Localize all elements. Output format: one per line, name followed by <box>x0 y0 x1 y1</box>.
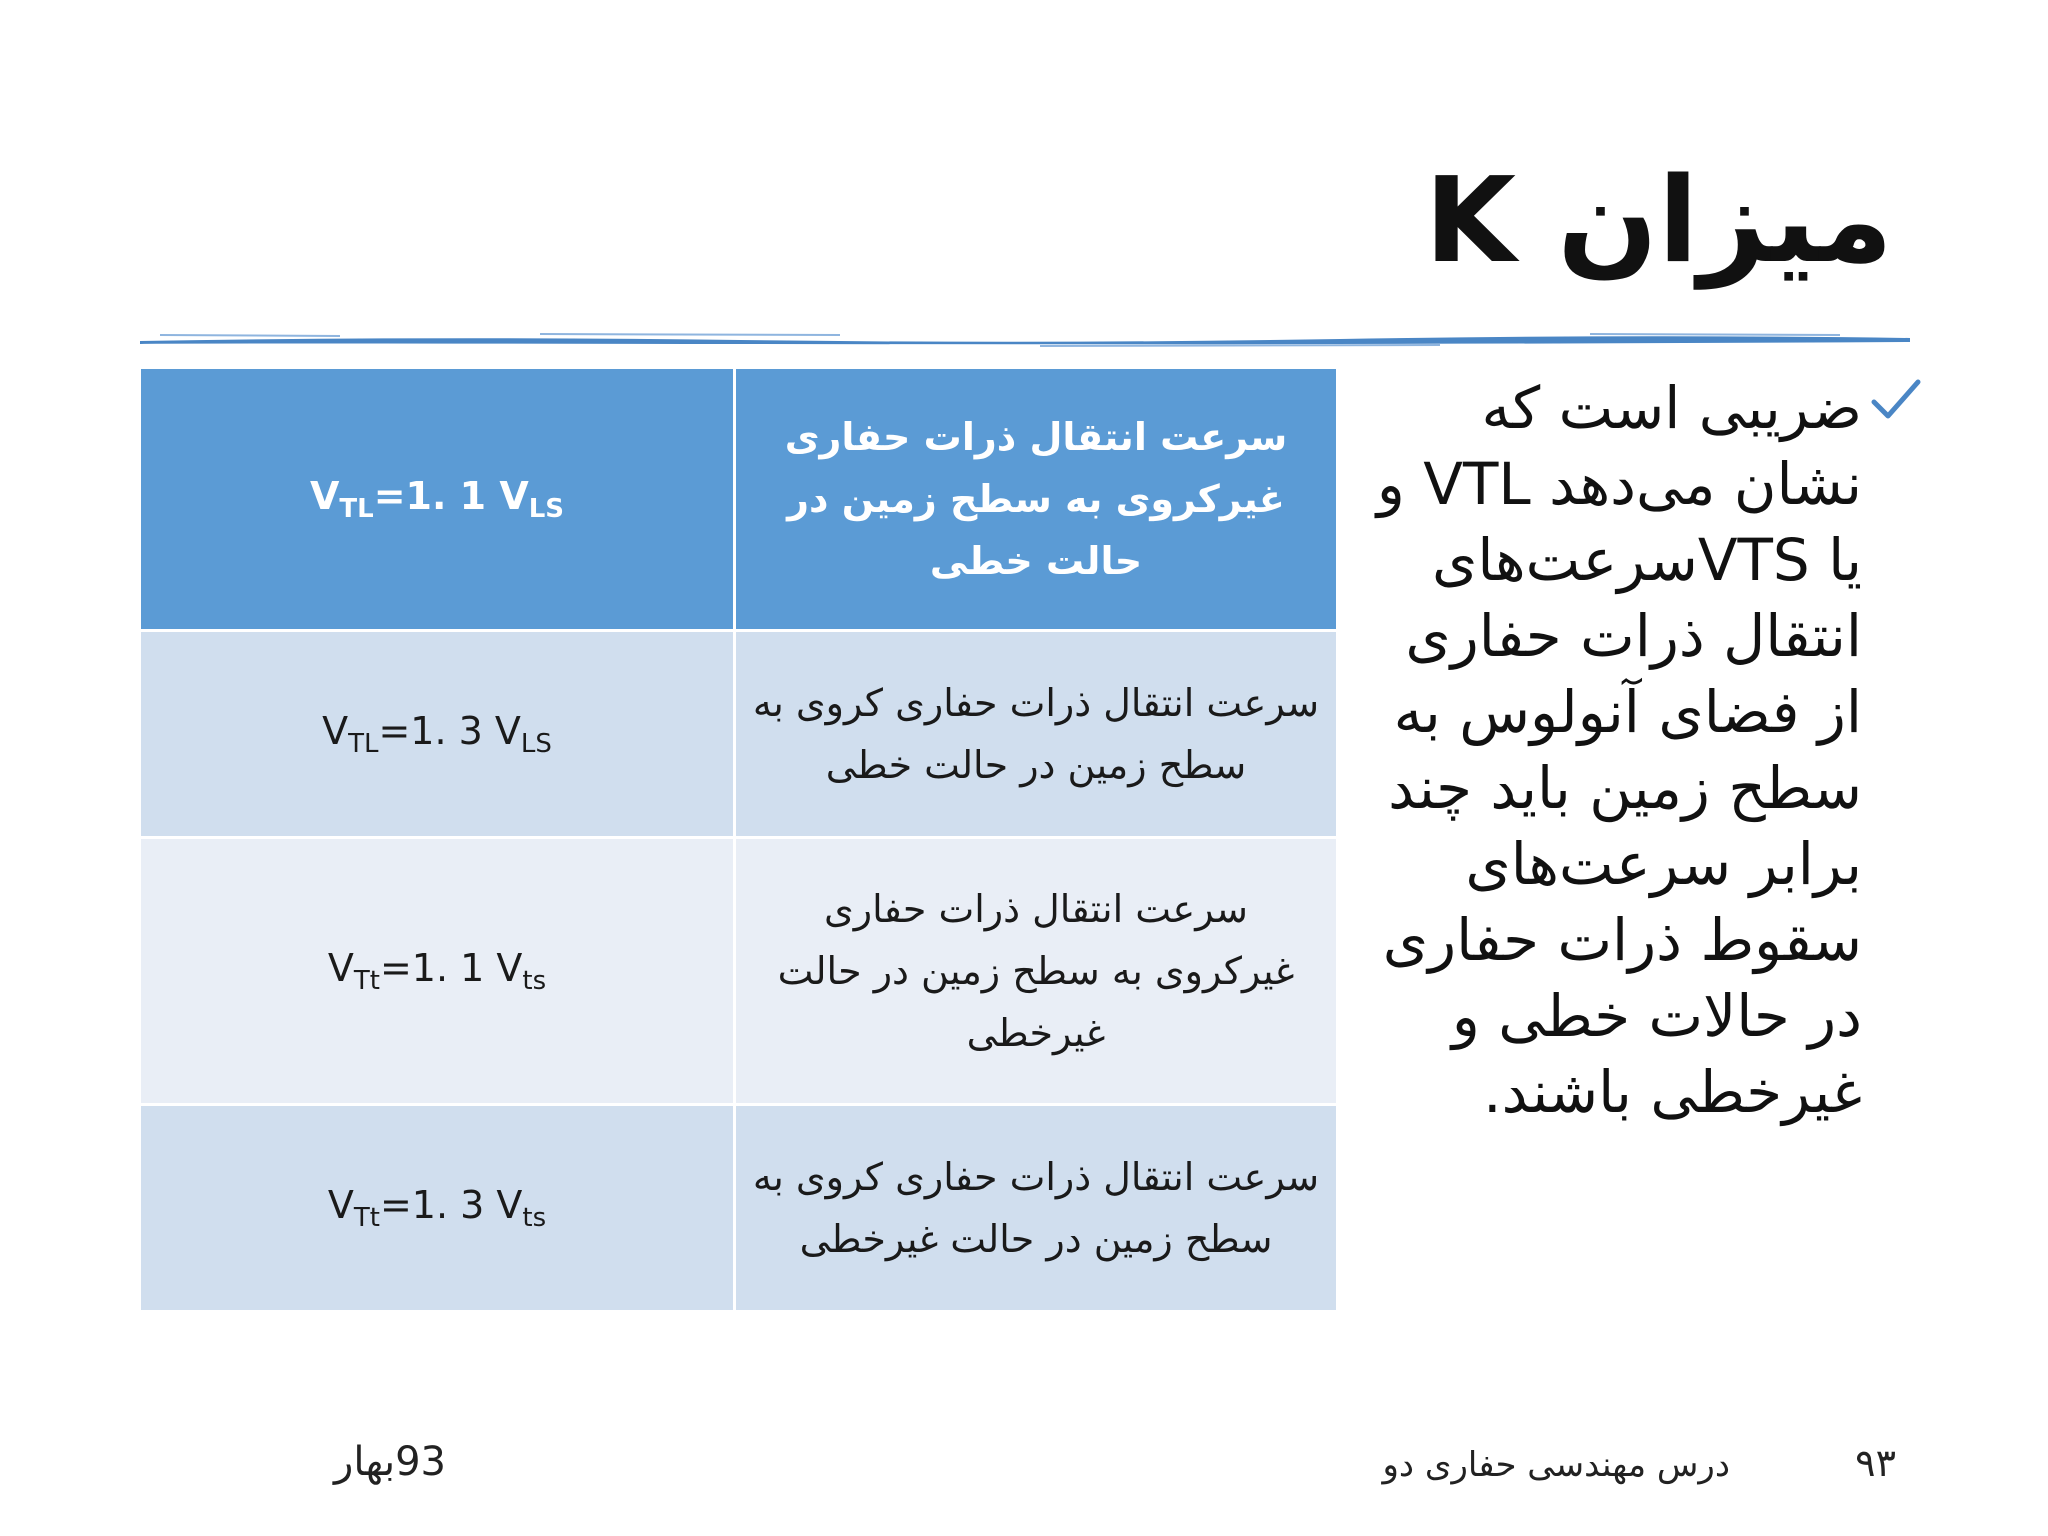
description-text: سرعت انتقال ذرات حفاری کروی به سطح زمین در حالت خطی <box>752 681 1320 787</box>
formula-text: $V_{TL}=1$. 3 $V_{LS}$ <box>322 709 552 759</box>
checkmark-icon <box>1870 376 1922 424</box>
formula-cell <box>140 368 735 631</box>
formula-cell <box>140 838 735 1105</box>
formula-cell <box>140 631 735 838</box>
formula-cell <box>140 1105 735 1312</box>
formula-text: $V_{TL}=1$. 1 $V_{LS}$ <box>309 474 565 524</box>
description-cell <box>735 838 1338 1105</box>
table-row <box>140 838 1338 1105</box>
bullet-text: ضریبی است که نشان می‌دهد VTL و یا VTSسرعت‌های انتقال ذرات حفاری از فضای آنولوس به سطح زمین باید چند برابر سرعت‌های سقوط ذرات حفاری در حالات خطی و غیرخطی باشند. <box>1376 374 1862 1126</box>
description-text: سرعت انتقال ذرات حفاری کروی به سطح زمین در حالت غیرخطی <box>752 1155 1320 1261</box>
description-cell <box>735 1105 1338 1312</box>
title-divider <box>140 330 1910 350</box>
description-text: سرعت انتقال ذرات حفاری غیرکروی به سطح زمین در حالت غیرخطی <box>777 887 1295 1055</box>
footer-course-name: درس مهندسی حفاری دو <box>1382 1445 1730 1485</box>
description-cell <box>735 368 1338 631</box>
description-cell <box>735 631 1338 838</box>
slide-title: میزان K <box>1424 151 1893 289</box>
footer-term: 93بهار <box>334 1439 446 1485</box>
formula-text: $V_{Tt}=1$. 3 $V_{ts}$ <box>327 1183 547 1233</box>
table-row <box>140 631 1338 838</box>
bullet-point <box>1370 370 1922 1290</box>
formula-text: $V_{Tt}=1$. 1 $V_{ts}$ <box>327 946 547 996</box>
velocity-table <box>138 366 1339 1313</box>
slide-number: ۹۳ <box>1855 1441 1896 1485</box>
table-row <box>140 368 1338 631</box>
table-row <box>140 1105 1338 1312</box>
description-text: سرعت انتقال ذرات حفاری غیرکروی به سطح زمین در حالت خطی <box>784 415 1288 583</box>
